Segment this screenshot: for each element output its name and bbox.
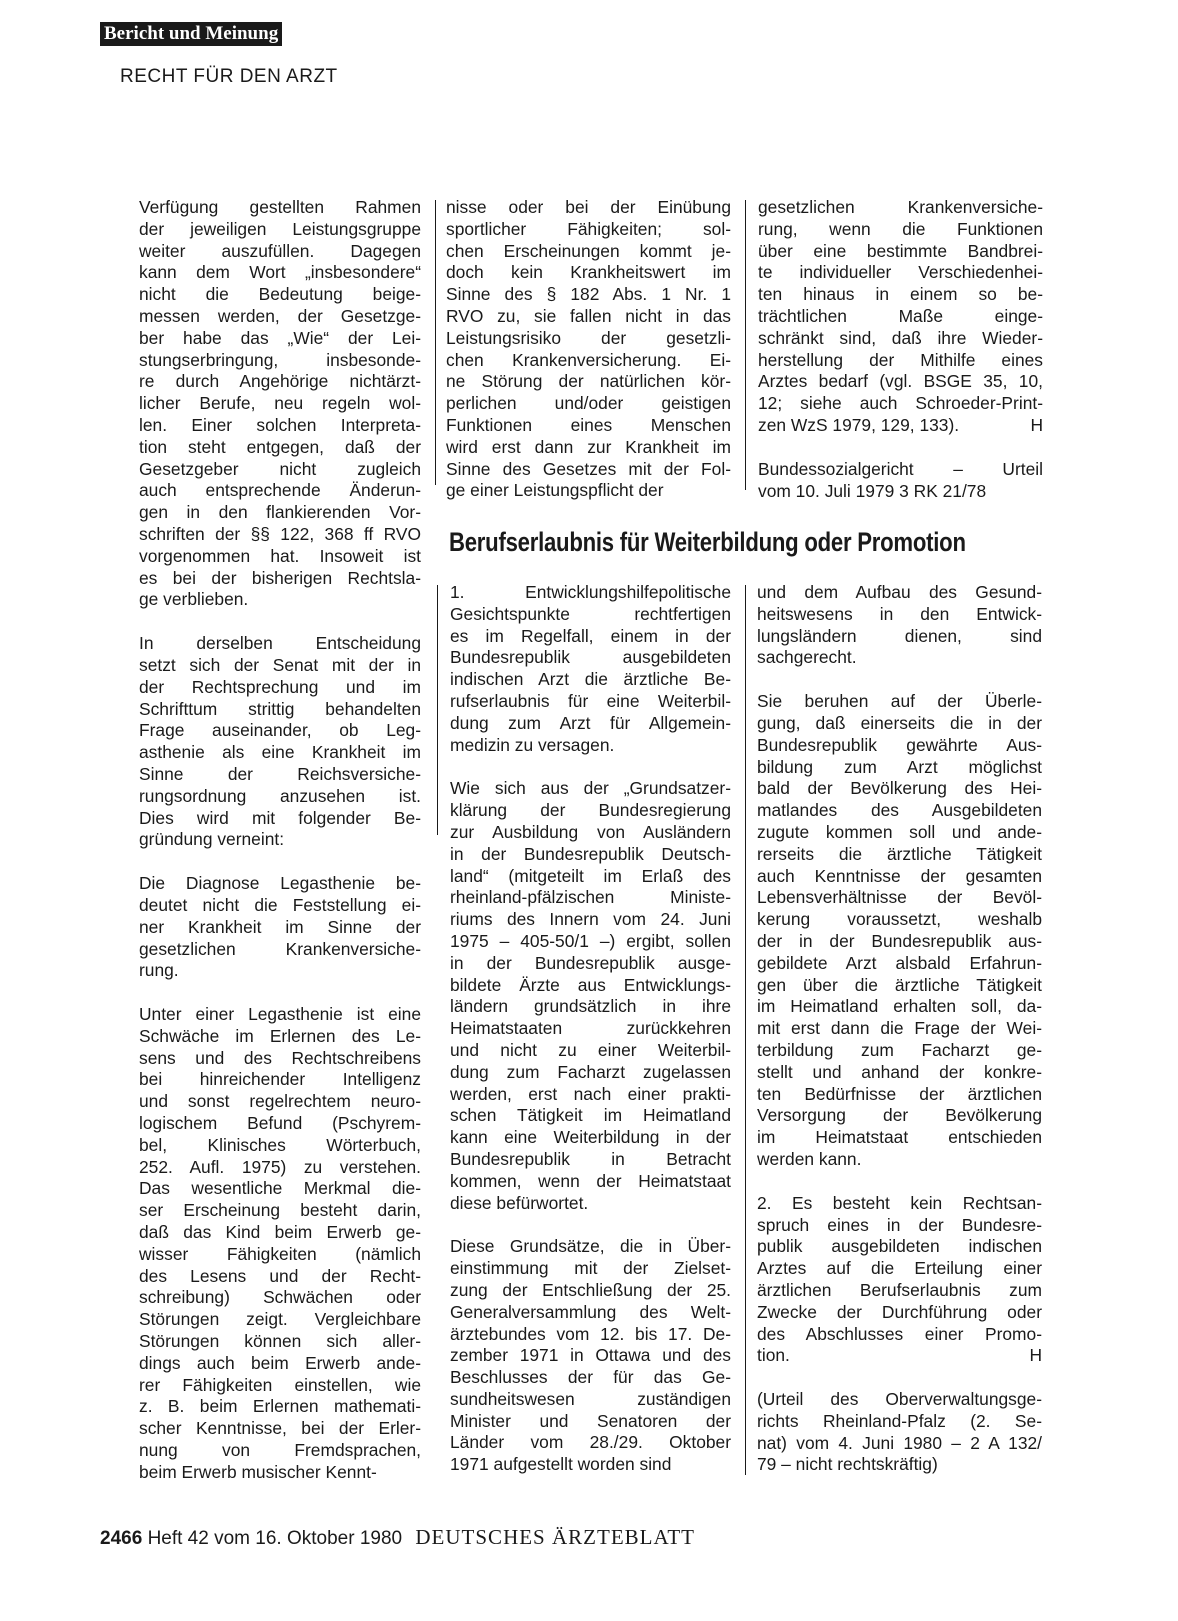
text-line: Verfügung gestellten Rahmen [139,197,421,217]
paragraph [139,1004,421,1484]
text-line: zur Ausbildung von Ausländern [450,821,731,842]
column-rule [745,200,746,490]
text-line: Dies wird mit folgender Be- [139,807,421,828]
text-line: ner Krankheit im Sinne der [139,916,421,937]
paragraph [450,1236,731,1476]
text-line: 1975 – 405-50/1 –) ergibt, sollen [450,930,731,951]
text-line: Sinne des Gesetzes mit der Fol- [446,458,731,479]
text-line: tion steht entgegen, daß der [139,436,421,457]
text-line: Sinne der Reichsversiche- [139,763,421,784]
journal-name: DEUTSCHES ÄRZTEBLATT [415,1525,695,1549]
author-mark: H [1029,1345,1042,1366]
text-line: klärung der Bundesregierung [450,800,731,821]
text-line: terbildung zum Facharzt ge- [757,1039,1042,1060]
text-line: rer Fähigkeiten einstellen, wie [139,1374,421,1395]
text-line: Sie beruhen auf der Überle- [757,691,1042,712]
article2-column-2 [757,582,1042,1476]
rubric-label: Bericht und Meinung [100,22,282,46]
text-line: logischem Befund (Pschyrem- [139,1113,421,1134]
text-line: rung. [139,960,179,981]
text-line: zen WzS 1979, 129, 133). H [758,414,1043,435]
text-line: licher Berufe, neu regeln wol- [139,393,421,414]
column-rule [437,585,438,835]
text-line: Länder vom 28./29. Oktober [450,1432,731,1453]
text-line: 12; siehe auch Schroeder-Print- [758,393,1043,414]
text-line: perlichen und/oder geistigen [446,393,731,414]
text-line: sportlicher Fähigkeiten; sol- [446,218,731,239]
text-line: 2. Es besteht kein Rechtsan- [757,1192,1042,1213]
text-line: ärztlichen Berufserlaubnis zum [757,1279,1042,1300]
text-line: In derselben Entscheidung [139,633,421,654]
text-line: Das wesentliche Merkmal die- [139,1178,421,1199]
text-line: daß das Kind beim Erwerb ge- [139,1222,421,1243]
text-line: sens und des Rechtschreibens [139,1047,421,1068]
text-line: zember 1971 in Ottawa und des [450,1345,731,1366]
text-line: asthenie als eine Krankheit im [139,742,421,763]
text-line: land“ (mitgeteilt im Erlaß des [450,865,731,886]
text-line: Wie sich aus der „Grundsatzer- [450,778,731,799]
text-line: nisse oder bei der Einübung [446,197,731,217]
text-line: gesetzlichen Krankenversiche- [758,197,1043,217]
citation-line: 79 – nicht rechtskräftig) [757,1454,938,1475]
text-line: spruch eines in der Bundesre- [757,1214,1042,1235]
paragraph [139,633,421,851]
text-line: rung, wenn die Funktionen [758,218,1043,239]
text-line: Sinne des § 182 Abs. 1 Nr. 1 [446,284,731,305]
text-line: Minister und Senatoren der [450,1410,731,1431]
text-line: Beschlusses der für das Ge- [450,1367,731,1388]
article1-column-3 [758,197,1043,502]
text-line: ten hinaus in einem so be- [758,284,1043,305]
court-citation [757,1389,1042,1476]
text-line: es bei der bisherigen Rechtsla- [139,567,421,588]
text-line: bei hinreichender Intelligenz [139,1069,421,1090]
text-line: dings auch beim Erwerb ande- [139,1352,421,1373]
text-line: schränkt sind, daß ihre Wieder- [758,327,1043,348]
text-line: Bundesrepublik in Betracht [450,1148,731,1169]
text-line: nung von Fremdsprachen, [139,1440,421,1461]
text-line: gen in den flankierenden Vor- [139,502,421,523]
text-line: ländern grundsätzlich in ihre [450,996,731,1017]
text-line: schen Tätigkeit im Heimatland [450,1105,731,1126]
text-line: z. B. beim Erlernen mathemati- [139,1396,421,1417]
text-line: Arztes bedarf (vgl. BSGE 35, 10, [758,371,1043,392]
text-line: scher Kenntnisse, bei der Erler- [139,1418,421,1439]
text-line: der Rechtsprechung und im [139,676,421,697]
text-line: Die Diagnose Legasthenie be- [139,873,421,894]
text-line: auch Kenntnisse der gesamten [757,865,1042,886]
text-line: stellt und anhand der konkre- [757,1061,1042,1082]
text-line: des Abschlusses einer Promo- [757,1323,1042,1344]
text-line: rungsordnung anzusehen ist. [139,785,421,806]
text-line: im Heimatstaat entschieden [757,1127,1042,1148]
text-line: zung der Entschließung der 25. [450,1279,731,1300]
text-line: rerseits die ärztliche Tätigkeit [757,843,1042,864]
text-line: schriften der §§ 122, 368 ff RVO [139,523,421,544]
text-line: trächtlichen Maße einge- [758,305,1043,326]
page-footer [100,1525,695,1550]
text-line: Frage auseinander, ob Leg- [139,720,421,741]
text-line: matlandes des Ausgebildeten [757,800,1042,821]
text-line: Lebensverhältnisse der Bevöl- [757,887,1042,908]
text-line: Zwecke der Durchführung oder [757,1301,1042,1322]
paragraph [757,691,1042,1171]
text-line: lungsländern dienen, sind [757,625,1042,646]
text-line: deutet nicht die Feststellung ei- [139,894,421,915]
text-line: ser Erscheinung besteht darin, [139,1200,421,1221]
text-line: medizin zu versagen. [450,734,615,755]
text-line: ge einer Leistungspflicht der [446,480,664,501]
text-line: wird erst dann zur Krankheit im [446,436,731,457]
text-line: Leistungsrisiko der gesetzli- [446,327,731,348]
text-line: messen werden, der Gesetzge- [139,305,421,326]
citation-line: nat) vom 4. Juni 1980 – 2 A 132/ [757,1432,1042,1453]
paragraph [139,197,421,611]
text-line: 1971 aufgestellt worden sind [450,1454,672,1475]
text-line: sachgerecht. [757,647,857,668]
article1-column-1 [139,197,421,1506]
text-line: einstimmung mit der Zielset- [450,1258,731,1279]
text-line: ärztebundes vom 12. bis 17. De- [450,1323,731,1344]
text-line: doch kein Krankheitswert im [446,262,731,283]
text-line: ne Störung der natürlichen kör- [446,371,731,392]
text-line: im Heimatland erhalten soll, da- [757,996,1042,1017]
text-line: kann eine Weiterbildung in der [450,1127,731,1148]
text-line: RVO zu, sie fallen nicht in das [446,305,731,326]
text-line: werden, erst nach einer prakti- [450,1083,731,1104]
citation-line: (Urteil des Oberverwaltungsge- [757,1389,1042,1410]
text-line: Störungen können sich aller- [139,1331,421,1352]
paragraph [757,582,1042,669]
text-line: Gesetzgeber nicht zugleich [139,458,421,479]
text-line: bel, Klinisches Wörterbuch, [139,1134,421,1155]
text-line: weiter auszufüllen. Dagegen [139,240,421,261]
text-line: rufserlaubnis für eine Weiterbil- [450,690,731,711]
text-line: 252. Aufl. 1975) zu verstehen. [139,1156,421,1177]
text-line: riums des Innern vom 24. Juni [450,909,731,930]
column-rule [745,585,746,1475]
paragraph [139,873,421,982]
text-line: heitswesens in den Entwick- [757,603,1042,624]
text-line: Unter einer Legasthenie ist eine [139,1004,421,1025]
text-line: in der Bundesrepublik ausge- [450,952,731,973]
text-line: rheinland-pfälzischen Ministe- [450,887,731,908]
text-line: Funktionen eines Menschen [446,414,731,435]
text-line: kann dem Wort „insbesondere“ [139,262,421,283]
text-line: es im Regelfall, einem in der [450,625,731,646]
text-line: der jeweiligen Leistungsgruppe [139,218,421,239]
author-mark: H [1030,414,1043,435]
article2-column-1 [450,582,731,1498]
paragraph [446,197,731,502]
text-line: sundheitswesen zuständigen [450,1388,731,1409]
text-line: gen über die ärztliche Tätigkeit [757,974,1042,995]
paragraph [757,1193,1042,1367]
text-line: te individueller Verschiedenhei- [758,262,1043,283]
text-line: gesetzlichen Krankenversiche- [139,938,421,959]
text-line: chen Erscheinungen kommt je- [446,240,731,261]
text-line: Schrifttum strittig behandelten [139,698,421,719]
text-line: dung zum Facharzt zugelassen [450,1061,731,1082]
text-line: ge verblieben. [139,589,249,610]
text-line: zugute kommen soll und ande- [757,821,1042,842]
text-line: re durch Angehörige nichtärzt- [139,371,421,392]
text-line: Heimatstaaten zurückkehren [450,1018,731,1039]
text-line: auch entsprechende Änderun- [139,480,421,501]
text-line: bald der Bevölkerung des Hei- [757,778,1042,799]
text-line: nicht die Bedeutung beige- [139,284,421,305]
text-line: Schwäche im Erlernen des Le- [139,1025,421,1046]
text-line: publik ausgebildeten indischen [757,1236,1042,1257]
citation-line: vom 10. Juli 1979 3 RK 21/78 [758,480,987,501]
page-number: 2466 [100,1528,143,1549]
text-line: bildung zum Arzt möglichst [757,756,1042,777]
text-line: stungserbringung, insbesonde- [139,349,421,370]
text-line: über eine bestimmte Bandbrei- [758,240,1043,261]
court-citation [758,459,1043,503]
citation-line: Bundessozialgericht – Urteil [758,458,1043,479]
text-line: Gesichtspunkte rechtfertigen [450,603,731,624]
text-line: mit erst dann die Frage der Wei- [757,1018,1042,1039]
text-line: vorgenommen hat. Insoweit ist [139,545,421,566]
text-line: Störungen zeigt. Vergleichbare [139,1309,421,1330]
text-line: der in der Bundesrepublik aus- [757,930,1042,951]
article2-headline: Berufserlaubnis für Weiterbildung oder Promotion [449,527,966,557]
text-line: und nicht zu einer Weiterbil- [450,1039,731,1060]
paragraph [758,197,1043,437]
text-line: kommen, wenn der Heimatstaat [450,1170,731,1191]
text-line: bildete Ärzte aus Entwicklungs- [450,974,731,995]
text-line: len. Einer solchen Interpreta- [139,414,421,435]
text-line: und dem Aufbau des Gesund- [757,582,1042,602]
text-line: Arztes auf die Erteilung einer [757,1258,1042,1279]
text-line: ten Bedürfnisse der ärztlichen [757,1083,1042,1104]
text-line: Bundesrepublik gewährte Aus- [757,734,1042,755]
text-line: kerung voraussetzt, weshalb [757,909,1042,930]
article1-column-2 [446,197,731,524]
text-line: gründung verneint: [139,829,285,850]
text-line: ber habe das „Wie“ der Lei- [139,327,421,348]
column-rule [435,200,436,485]
text-line: gebildete Arzt alsbald Erfahrun- [757,952,1042,973]
text-line: chen Krankenversicherung. Ei- [446,349,731,370]
paragraph [450,778,731,1214]
text-line: Generalversammlung des Welt- [450,1301,731,1322]
text-line: schreibung) Schwächen oder [139,1287,421,1308]
text-line: indischen Arzt die ärztliche Be- [450,669,731,690]
text-line: 1. Entwicklungshilfepolitische [450,582,731,602]
text-line: beim Erwerb musischer Kennt- [139,1461,377,1482]
text-line: wisser Fähigkeiten (nämlich [139,1243,421,1264]
text-line: dung zum Arzt für Allgemein- [450,712,731,733]
text-line: in der Bundesrepublik Deutsch- [450,843,731,864]
text-line: Diese Grundsätze, die in Über- [450,1236,731,1257]
text-line: und sonst regelrechtem neuro- [139,1091,421,1112]
citation-line: richts Rheinland-Pfalz (2. Se- [757,1410,1042,1431]
text-line: des Lesens und der Recht- [139,1265,421,1286]
section-title: RECHT FÜR DEN ARZT [120,66,338,87]
text-line: Bundesrepublik ausgebildeten [450,647,731,668]
paragraph [450,582,731,756]
text-line: diese befürwortet. [450,1192,589,1213]
issue-info: Heft 42 vom 16. Oktober 1980 [147,1528,403,1549]
text-line: setzt sich der Senat mit der in [139,654,421,675]
text-line: herstellung der Mithilfe eines [758,349,1043,370]
text-line: Versorgung der Bevölkerung [757,1105,1042,1126]
text-line: gung, daß einerseits die in der [757,712,1042,733]
text-line: werden kann. [757,1148,862,1169]
text-line: tion. H [757,1345,1042,1366]
